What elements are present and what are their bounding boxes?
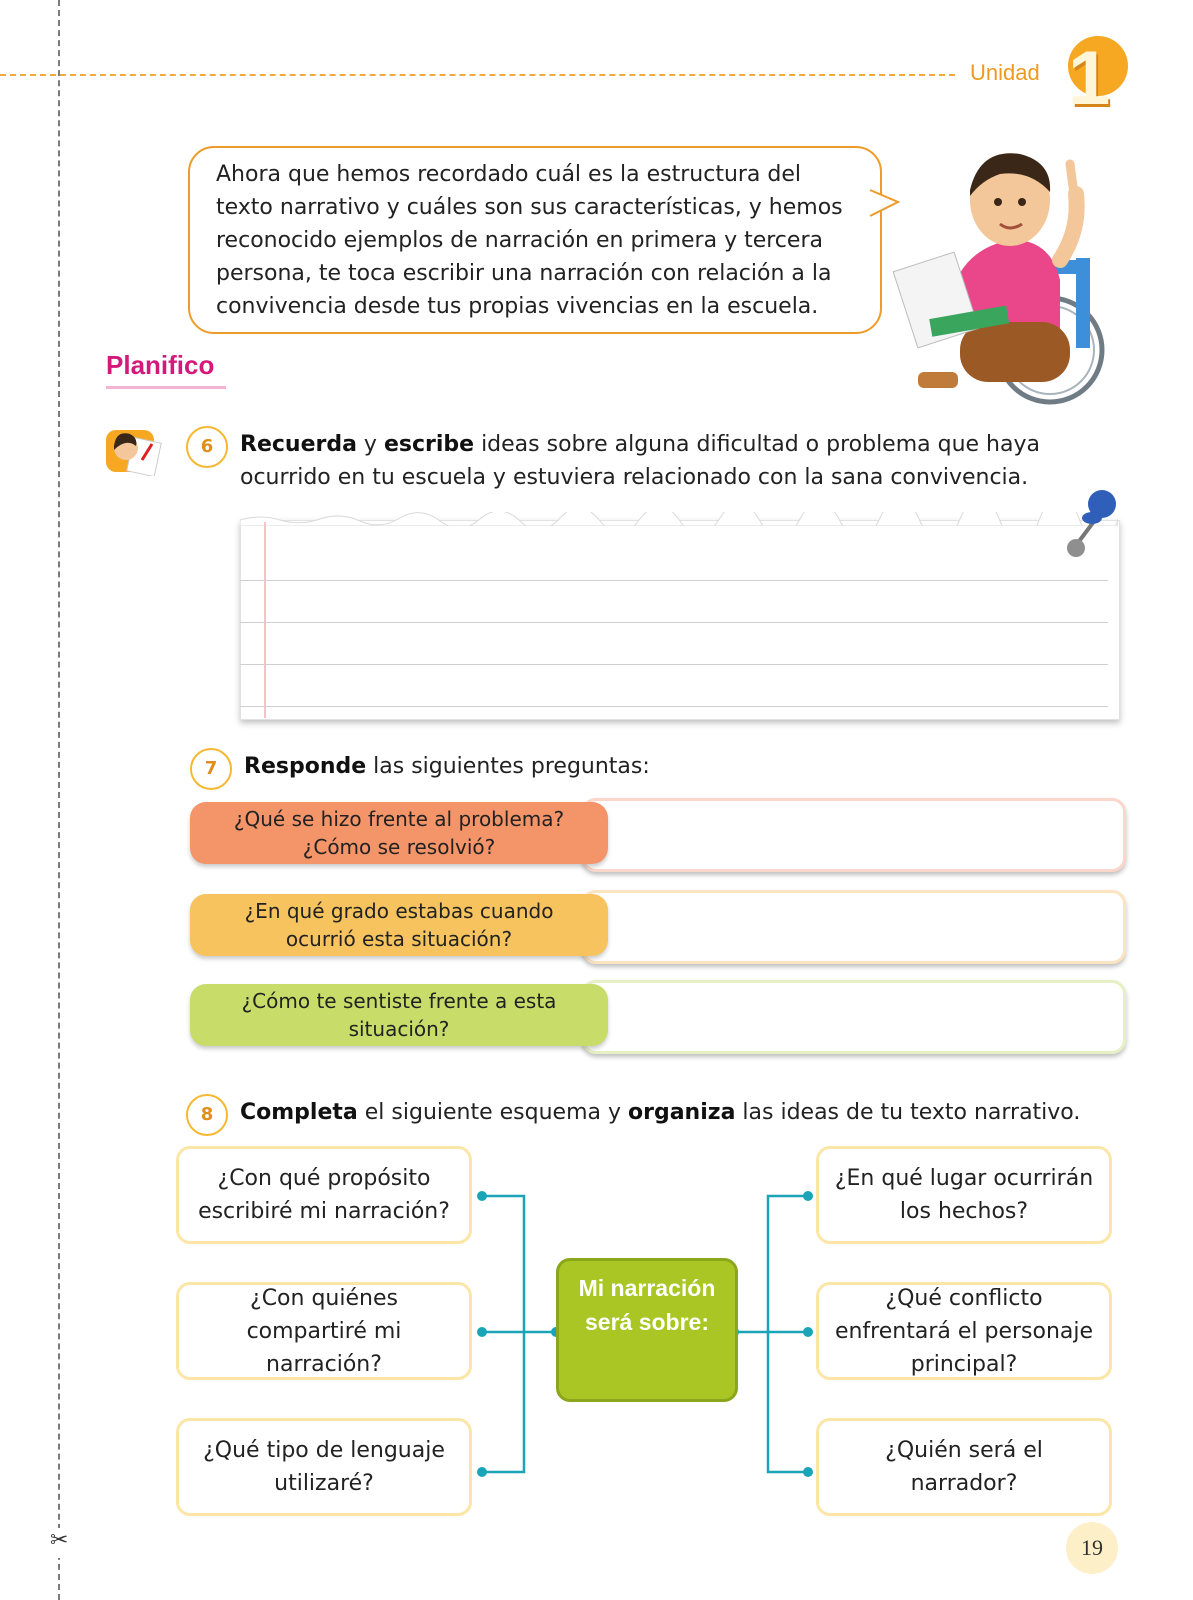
unit-label: Unidad bbox=[970, 60, 1040, 85]
question-box-purpose[interactable]: ¿Con qué propósito escribiré mi narración? bbox=[176, 1146, 472, 1244]
paper-line bbox=[240, 580, 1108, 581]
scissors-icon: ✂ bbox=[50, 1528, 69, 1553]
cut-line bbox=[58, 0, 60, 1600]
activity-8-instruction: Completa el siguiente esquema y organiza las ideas de tu texto narrativo. bbox=[240, 1100, 1081, 1125]
writing-girl-icon bbox=[104, 424, 162, 476]
header-dashed-line bbox=[0, 74, 955, 76]
activity-6-instruction: Recuerda y escribe ideas sobre alguna dificultad o problema que haya ocurrido en tu escuela y estuviera relacionado con la sana convivencia. bbox=[240, 432, 1040, 490]
bubble-text: Ahora que hemos recordado cuál es la estructura del texto narrativo y cuáles son sus características, y hemos reconocido ejemplos de narración en primera y tercera persona, te toca escribir una narración con relación a la convivencia desde tus propias vivencias en la escuela. bbox=[216, 162, 843, 319]
activity-7-number: 7 bbox=[190, 748, 232, 790]
question-box-conflict[interactable]: ¿Qué conflicto enfrentará el personaje principal? bbox=[816, 1282, 1112, 1380]
torn-paper-edge bbox=[240, 512, 1118, 526]
answer-field-2[interactable] bbox=[582, 890, 1126, 964]
section-underline bbox=[106, 386, 226, 389]
unit-number: 1 bbox=[1068, 36, 1111, 121]
question-label-2: ¿En qué grado estabas cuando ocurrió esta situación? bbox=[190, 894, 608, 956]
activity-8-number: 8 bbox=[186, 1094, 228, 1136]
boy-wheelchair-illustration bbox=[890, 140, 1122, 408]
activity-7-instruction: Responde las siguientes preguntas: bbox=[244, 754, 650, 779]
question-box-place[interactable]: ¿En qué lugar ocurrirán los hechos? bbox=[816, 1146, 1112, 1244]
question-label-3: ¿Cómo te sentiste frente a esta situación? bbox=[190, 984, 608, 1046]
paper-line bbox=[240, 706, 1108, 707]
center-topic-box[interactable]: Mi narración será sobre: bbox=[556, 1258, 738, 1402]
pushpin-icon bbox=[1062, 486, 1120, 566]
writing-paper[interactable] bbox=[240, 520, 1120, 720]
question-box-audience[interactable]: ¿Con quiénes compartiré mi narración? bbox=[176, 1282, 472, 1380]
question-box-narrator[interactable]: ¿Quién será el narrador? bbox=[816, 1418, 1112, 1516]
answer-field-1[interactable] bbox=[582, 798, 1126, 872]
answer-field-3[interactable] bbox=[582, 980, 1126, 1054]
section-title: Planifico bbox=[106, 350, 215, 380]
paper-line bbox=[240, 664, 1108, 665]
question-box-language[interactable]: ¿Qué tipo de lenguaje utilizaré? bbox=[176, 1418, 472, 1516]
page-number: 19 bbox=[1066, 1522, 1118, 1574]
question-label-1: ¿Qué se hizo frente al problema? ¿Cómo se resolvió? bbox=[190, 802, 608, 864]
activity-6-number: 6 bbox=[186, 426, 228, 468]
paper-margin-line bbox=[264, 522, 266, 718]
paper-line bbox=[240, 622, 1108, 623]
